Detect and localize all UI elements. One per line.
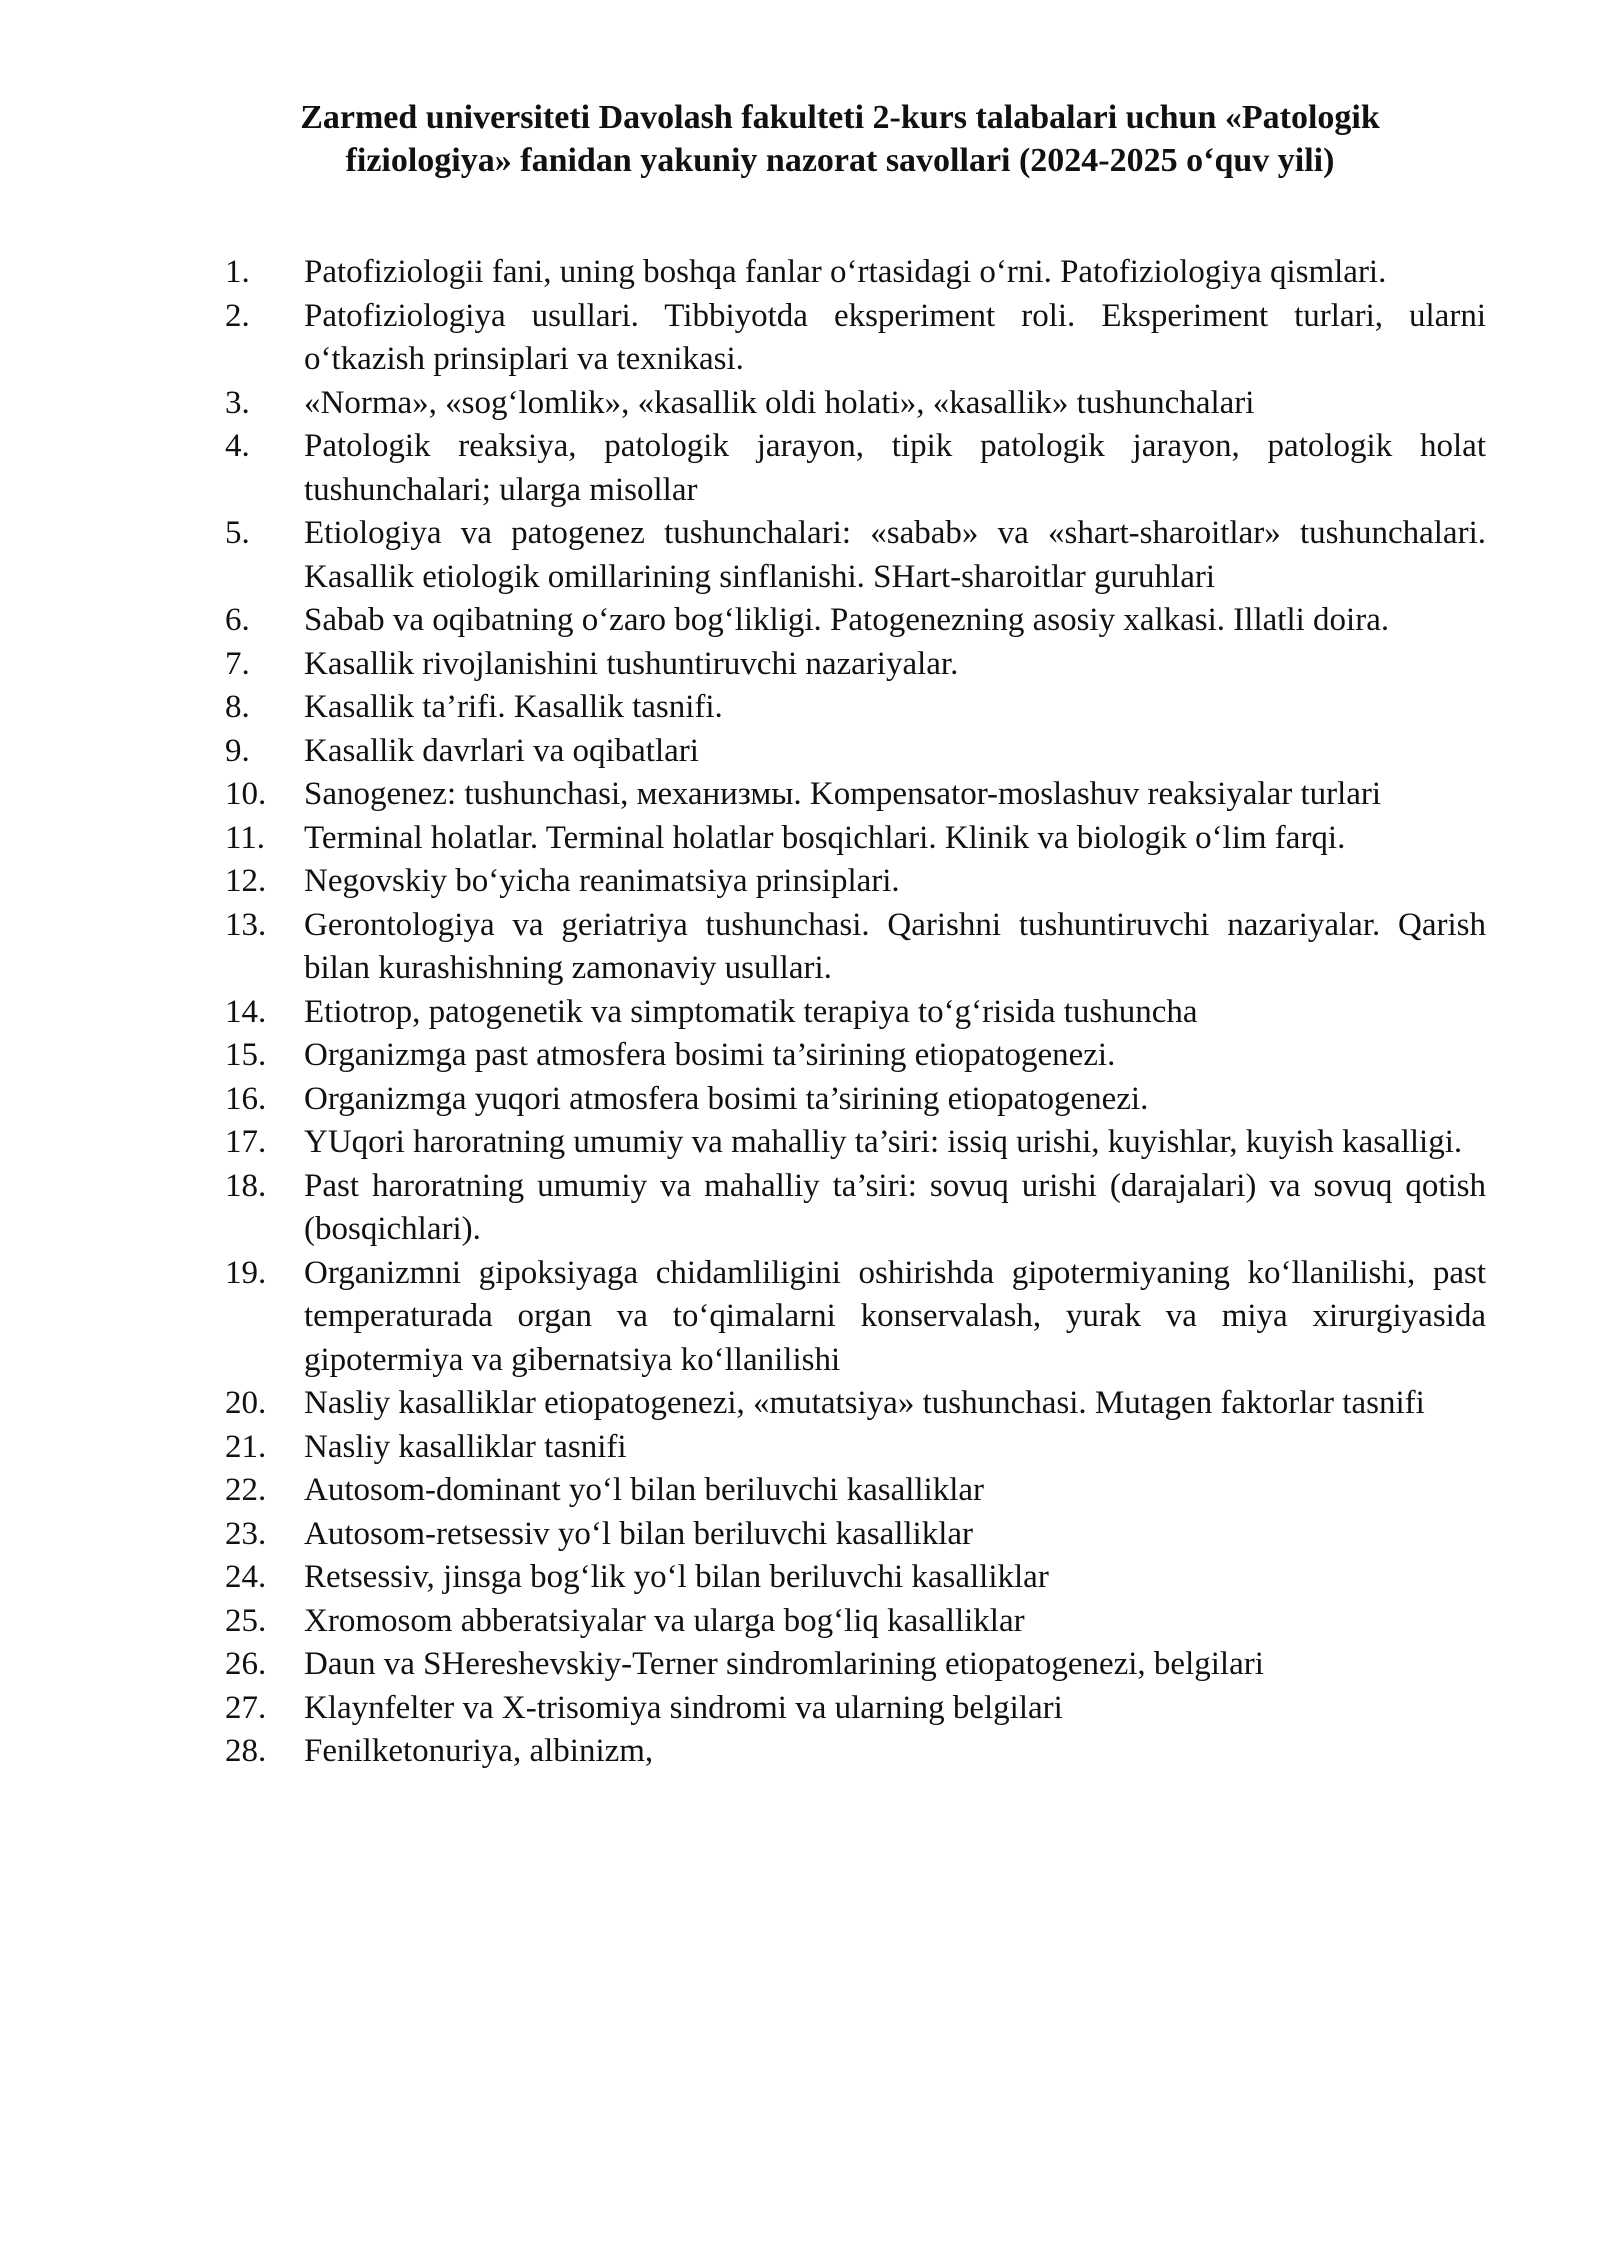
question-number: 22. [225, 1472, 267, 1508]
question-item [0, 1643, 1600, 1687]
question-text: Patofiziologii fani, uning boshqa fanlar o‘rtasidagi o‘rni. Patofiziologiya qismlari. [304, 254, 1387, 290]
question-text: Patofiziologiya usullari. Tibbiyotda eksperiment roli. Eksperiment turlari, ularni o‘tkazish prinsiplari va texnikasi. [304, 297, 1486, 377]
question-text: Kasallik davrlari va oqibatlari [304, 732, 699, 769]
question-number: 13. [225, 906, 267, 943]
question-text: Etiologiya va patogenez tushunchalari: «sabab» va «shart-sharoitlar» tushunchalari. Kasallik etiologik omillarining sinflanishi. SHart-sharoitlar guruhlari [304, 515, 1486, 595]
question-text: Patologik reaksiya, patologik jarayon, tipik patologik jarayon, patologik holat tushunchalari; ularga misollar [304, 428, 1486, 508]
question-number: 16. [225, 1080, 267, 1117]
question-number: 19. [225, 1254, 267, 1291]
question-text: Xromosom abberatsiyalar va ularga bog‘liq kasalliklar [304, 1602, 1025, 1639]
question-item [0, 904, 1600, 991]
question-text: Autosom-dominant yo‘l bilan beriluvchi kasalliklar [304, 1472, 985, 1508]
question-number: 10. [225, 776, 267, 812]
question-number: 3. [225, 384, 250, 421]
question-item [0, 860, 1600, 904]
question-number: 1. [225, 254, 250, 290]
question-item [0, 991, 1600, 1035]
question-item [0, 1252, 1600, 1383]
question-item [0, 599, 1600, 643]
question-number: 12. [225, 863, 267, 899]
question-item [0, 643, 1600, 687]
question-number: 7. [225, 645, 250, 682]
question-list [0, 251, 1600, 1774]
question-text: Terminal holatlar. Terminal holatlar bosqichlari. Klinik va biologik o‘lim farqi. [304, 819, 1346, 856]
question-text: Negovskiy bo‘yicha reanimatsiya prinsiplari. [304, 863, 900, 899]
question-number: 4. [225, 428, 250, 464]
question-number: 23. [225, 1515, 267, 1552]
question-text: Kasallik ta’rifi. Kasallik tasnifi. [304, 689, 723, 725]
question-number: 5. [225, 515, 250, 551]
question-item [0, 1034, 1600, 1078]
question-text: Nasliy kasalliklar tasnifi [304, 1428, 627, 1465]
question-item [0, 295, 1600, 382]
question-number: 28. [225, 1733, 267, 1769]
question-item [0, 1165, 1600, 1252]
question-item [0, 425, 1600, 512]
question-number: 18. [225, 1167, 267, 1204]
question-item [0, 1121, 1600, 1165]
question-number: 15. [225, 1037, 267, 1073]
question-number: 20. [225, 1385, 267, 1421]
question-item [0, 251, 1600, 295]
question-number: 17. [225, 1124, 267, 1160]
question-text: Past haroratning umumiy va mahalliy ta’siri: sovuq urishi (darajalari) va sovuq qotish (bosqichlari). [304, 1167, 1486, 1247]
question-item [0, 773, 1600, 817]
question-item [0, 1513, 1600, 1557]
question-text: Sabab va oqibatning o‘zaro bog‘likligi. Patogenezning asosiy xalkasi. Illatli doira. [304, 602, 1390, 638]
question-item [0, 512, 1600, 599]
title-line-1: Zarmed universiteti Davolash fakulteti 2-kurs talabalari uchun «Patologik [300, 99, 1380, 136]
question-item [0, 1382, 1600, 1426]
question-text: Fenilketonuriya, albinizm, [304, 1733, 654, 1769]
question-number: 9. [225, 732, 250, 769]
question-text: Organizmga past atmosfera bosimi ta’sirining etiopatogenezi. [304, 1037, 1116, 1073]
question-text: Klaynfelter va X-trisomiya sindromi va ularning belgilari [304, 1689, 1063, 1726]
question-item [0, 1078, 1600, 1122]
question-text: «Norma», «sog‘lomlik», «kasallik oldi holati», «kasallik» tushunchalari [304, 384, 1255, 421]
question-number: 14. [225, 993, 267, 1030]
question-item [0, 1469, 1600, 1513]
question-number: 2. [225, 297, 250, 334]
question-text: Retsessiv, jinsga bog‘lik yo‘l bilan beriluvchi kasalliklar [304, 1559, 1049, 1595]
question-text: YUqori haroratning umumiy va mahalliy ta’siri: issiq urishi, kuyishlar, kuyish kasalligi. [304, 1124, 1463, 1160]
title-line-2: fiziologiya» fanidan yakuniy nazorat savollari (2024-2025 o‘quv yili) [345, 142, 1335, 179]
question-item [0, 1600, 1600, 1644]
question-number: 26. [225, 1646, 267, 1682]
question-text: Gerontologiya va geriatriya tushunchasi. Qarishni tushuntiruvchi nazariyalar. Qarish bilan kurashishning zamonaviy usullari. [304, 906, 1486, 986]
question-text: Nasliy kasalliklar etiopatogenezi, «mutatsiya» tushunchasi. Mutagen faktorlar tasnifi [304, 1385, 1425, 1421]
document-title [230, 96, 1450, 182]
question-text: Etiotrop, patogenetik va simptomatik terapiya to‘g‘risida tushuncha [304, 993, 1198, 1030]
question-item [0, 817, 1600, 861]
question-item [0, 1426, 1600, 1470]
question-item [0, 1556, 1600, 1600]
question-text: Organizmga yuqori atmosfera bosimi ta’sirining etiopatogenezi. [304, 1080, 1149, 1117]
question-item [0, 1687, 1600, 1731]
question-number: 8. [225, 689, 250, 725]
question-number: 21. [225, 1428, 267, 1465]
question-text: Autosom-retsessiv yo‘l bilan beriluvchi kasalliklar [304, 1515, 974, 1552]
question-number: 25. [225, 1602, 267, 1639]
question-item [0, 382, 1600, 426]
question-text: Sanogenez: tushunchasi, механизмы. Kompensator-moslashuv reaksiyalar turlari [304, 776, 1382, 812]
question-item [0, 730, 1600, 774]
question-number: 27. [225, 1689, 267, 1726]
question-item [0, 686, 1600, 730]
question-number: 24. [225, 1559, 267, 1595]
question-item [0, 1730, 1600, 1774]
question-text: Kasallik rivojlanishini tushuntiruvchi nazariyalar. [304, 645, 959, 682]
question-number: 6. [225, 602, 250, 638]
question-number: 11. [225, 819, 266, 856]
question-text: Daun va SHereshevskiy-Terner sindromlarining etiopatogenezi, belgilari [304, 1646, 1264, 1682]
question-text: Organizmni gipoksiyaga chidamliligini oshirishda gipotermiyaning ko‘llanilishi, past temperaturada organ va to‘qimalarni konservalash, yurak va miya xirurgiyasida gipotermiya va gibernatsiya ko‘llanilishi [304, 1254, 1486, 1378]
